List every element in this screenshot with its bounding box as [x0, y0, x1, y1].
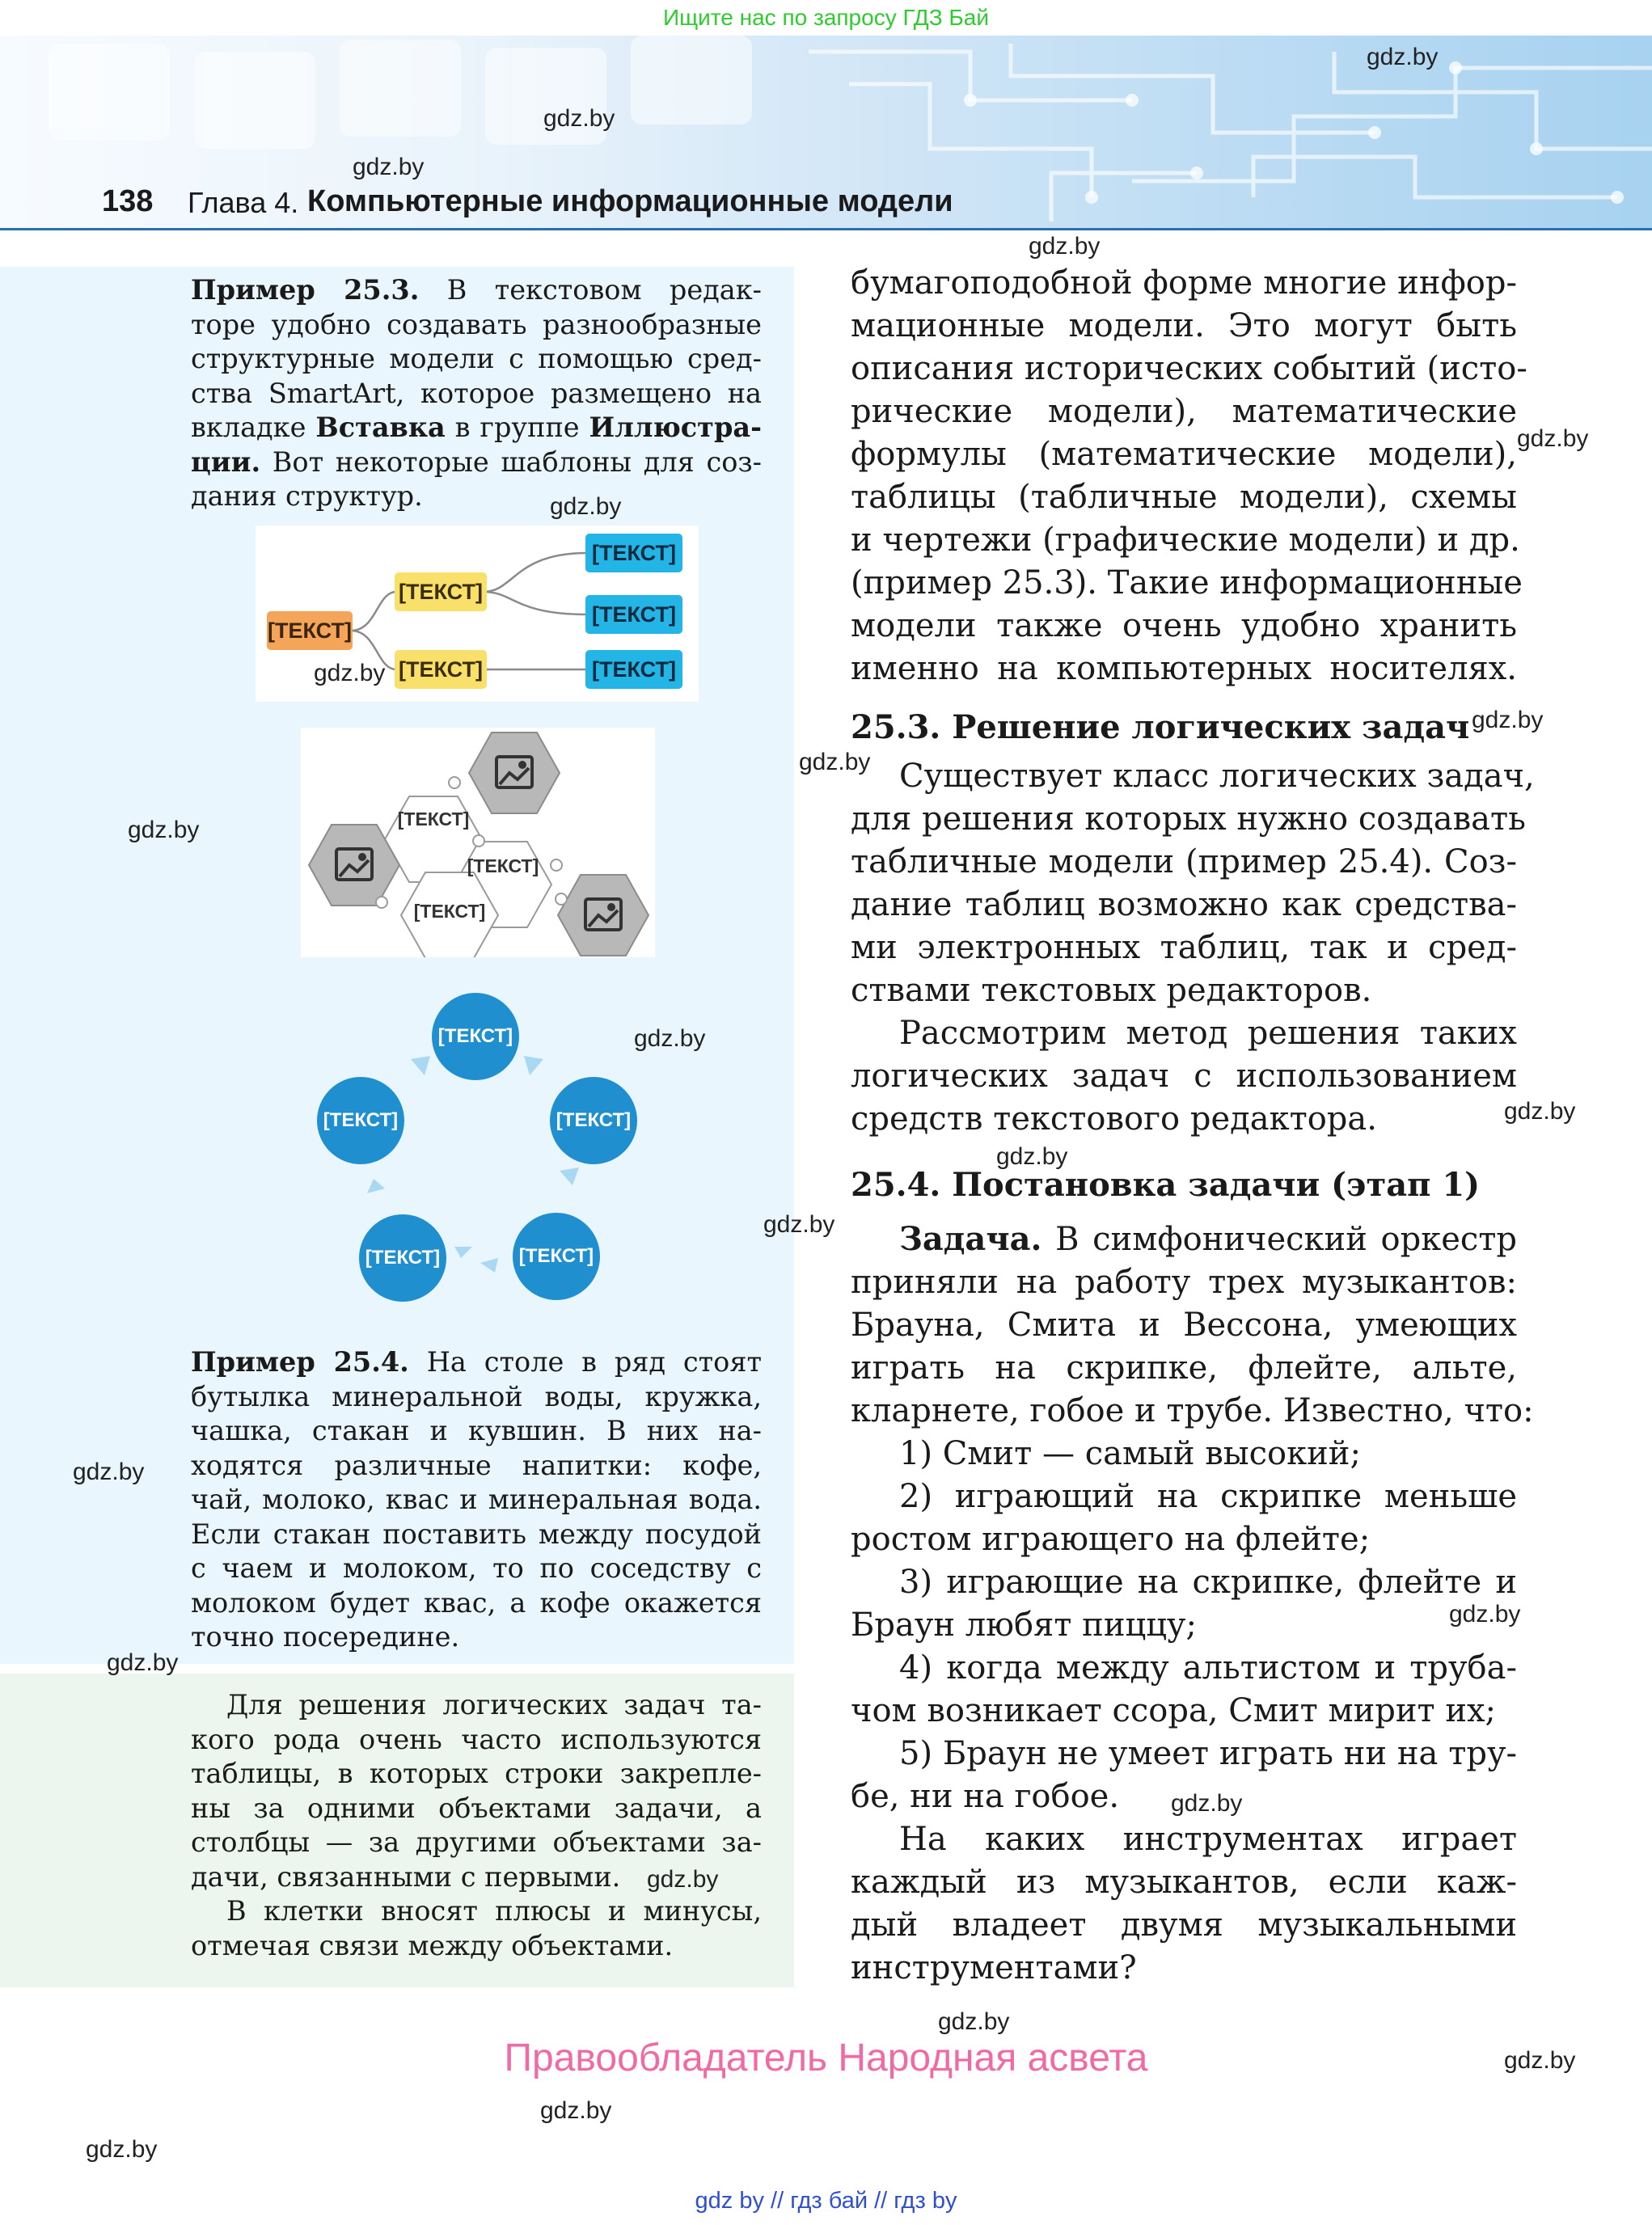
task-body: Задача. В симфонический оркестр приняли на работу трех музыкантов: Брауна, Смита и Вессона, умеющих играть на скрипке, флейте, альте, кларнете, гобое и трубе. Известно, что: 1) Смит — самый высокий; 2) играющий на скрипке меньше ростом играющего на флейте; 3) играющие на скрипке, флейте и Браун любят пиццу; 4) когда между альтистом и труба- чом возникает ссора, Смит мирит их; 5) Браун не умеет играть ни на тру- бе, ни на гобое. На каких инструментах играет каждый из музыкантов, если каж- дый владеет двумя музыкальными инструментами?: [851, 1220, 1534, 1986]
watermark: gdz.by: [353, 154, 425, 180]
watermark: gdz.by: [1171, 1790, 1243, 1817]
copyright-owner: Правообладатель Народная асвета: [504, 2037, 1148, 2079]
cycle-node: [ТЕКСТ]: [317, 1077, 404, 1164]
section-25-3-body: Существует класс логических задач, для решения которых нужно создавать табличные модели (пример 25.4). Соз- дание таблиц возможно как средства- ми электронных таблиц, так и сред- ствами текстовых редакторов. Рассмотрим метод решения таких логических задач с использованием средств текстового редактора.: [851, 758, 1535, 1138]
watermark: gdz.by: [938, 2008, 1010, 2035]
watermark: gdz.by: [1367, 44, 1439, 70]
watermark: gdz.by: [1029, 233, 1101, 260]
watermark: gdz.by: [763, 1211, 835, 1238]
watermark: gdz.by: [128, 817, 200, 843]
watermark: gdz.by: [86, 2136, 158, 2163]
chapter-prefix: Глава 4.: [188, 186, 299, 219]
cycle-node: [ТЕКСТ]: [359, 1214, 446, 1302]
hierarchy-mid-box: [ТЕКСТ]: [395, 572, 487, 611]
hierarchy-leaf-box: [ТЕКСТ]: [585, 534, 682, 572]
example-25-4: Пример 25.4. На столе в ряд стоят бутылка минеральной воды, кружка, чашка, стакан и кувшин. В них на- ходятся различные напитки: кофе, чай, молоко, квас и минеральная вода. Если стакан поставить между посудой с чаем и молоком, то по соседству с молоком будет квас, а кофе окажется точно посередине.: [191, 1346, 762, 1653]
watermark: gdz.by: [647, 1866, 719, 1893]
page-number: 138: [102, 184, 154, 218]
hierarchy-mid-box: [ТЕКСТ]: [395, 650, 487, 689]
example-label: Пример 25.3.: [191, 274, 420, 306]
section-heading-25-3: 25.3. Решение логических задач: [851, 708, 1470, 746]
hexagon-label: [ТЕКСТ]: [467, 855, 539, 876]
cycle-node: [ТЕКСТ]: [513, 1213, 600, 1300]
header-rule: [0, 228, 1652, 230]
hexagon-shapes-icon: [301, 728, 655, 957]
watermark: gdz.by: [314, 660, 386, 686]
watermark: gdz.by: [634, 1025, 706, 1052]
hierarchy-leaf-box: [ТЕКСТ]: [585, 595, 682, 634]
example-label: Пример 25.4.: [191, 1346, 409, 1378]
cycle-node: [ТЕКСТ]: [550, 1077, 637, 1164]
watermark: gdz.by: [1504, 2047, 1576, 2074]
task-label: Задача.: [899, 1220, 1042, 1258]
hexagon-label: [ТЕКСТ]: [413, 901, 486, 922]
example-25-3: Пример 25.3. В текстовом редак- торе удобно создавать разнообразные структурные модели с помощью сред- ства SmartArt, которое размещено на вкладке Вставка в группе Иллюстра- ции. Вот некоторые шаблоны для соз- дания структур.: [191, 274, 762, 512]
watermark: gdz.by: [1472, 707, 1544, 733]
intro-paragraph: бумагоподобной форме многие инфор- мационные модели. Это могут быть описания исторических событий (исто- рические модели), математические формулы (математические модели), таблицы (табличные модели), схемы и чертежи (графические модели) и др. (пример 25.3). Такие информационные модели также очень удобно хранить именно на компьютерных носителях.: [851, 264, 1527, 687]
watermark: gdz.by: [799, 749, 871, 775]
footer-links[interactable]: gdz by // гдз бай // гдз by: [695, 2188, 957, 2214]
hierarchy-leaf-box: [ТЕКСТ]: [585, 650, 682, 689]
chapter-title: Компьютерные информационные модели: [307, 184, 953, 218]
watermark: gdz.by: [1504, 1098, 1576, 1125]
watermark: gdz.by: [107, 1649, 179, 1676]
hierarchy-root-box: [ТЕКСТ]: [267, 611, 353, 650]
watermark: gdz.by: [550, 493, 622, 520]
logic-tables-note: Для решения логических задач та- кого рода очень часто используются таблицы, в которых строки закрепле- ны за одними объектами задачи, а столбцы — за другими объектами за- дачи, связанными с первыми. В клетки вносят плюсы и минусы, отмечая связи между объектами.: [191, 1689, 762, 1961]
watermark: gdz.by: [1449, 1601, 1521, 1628]
cycle-diagram: [307, 988, 647, 1311]
cycle-node: [ТЕКСТ]: [432, 993, 519, 1080]
hexagon-diagram: [301, 728, 655, 957]
watermark: gdz.by: [543, 105, 615, 132]
watermark: gdz.by: [996, 1143, 1068, 1170]
watermark: gdz.by: [1517, 425, 1589, 452]
watermark: gdz.by: [73, 1459, 145, 1485]
top-banner: Ищите нас по запросу ГДЗ Бай: [662, 5, 990, 30]
section-heading-25-4: 25.4. Постановка задачи (этап 1): [851, 1166, 1481, 1204]
hexagon-label: [ТЕКСТ]: [397, 809, 470, 830]
watermark: gdz.by: [540, 2097, 612, 2124]
